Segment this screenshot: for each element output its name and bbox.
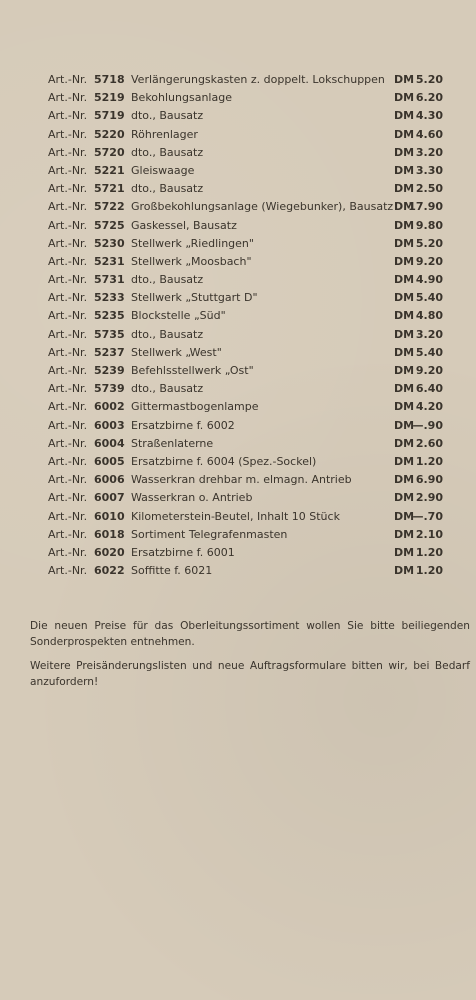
article-label: Art.-Nr.: [48, 254, 88, 268]
article-number: 5221: [94, 163, 125, 177]
currency-label: DM: [394, 436, 415, 450]
article-price: 2.10: [415, 527, 443, 541]
article-price: 17.90: [408, 200, 443, 214]
article-number: 5239: [94, 364, 125, 377]
price-row: [0, 417, 476, 435]
price-row: [0, 71, 476, 89]
article-price: 9.20: [415, 254, 443, 268]
article-label: Art.-Nr.: [48, 345, 88, 359]
article-label: Art.-Nr.: [48, 236, 88, 250]
currency-label: DM: [394, 182, 415, 196]
article-label: Art.-Nr.: [48, 473, 88, 487]
currency-label: DM: [394, 91, 415, 105]
article-label: Art.-Nr.: [48, 418, 88, 432]
article-description: dto., Bausatz: [131, 109, 204, 123]
article-description: Gittermastbogenlampe: [131, 400, 259, 414]
article-description: Ersatzbirne f. 6004 (Spez.-Sockel): [131, 454, 317, 468]
article-number: 5237: [94, 345, 125, 359]
currency-label: DM: [394, 218, 415, 232]
article-price: 2.90: [415, 491, 443, 505]
price-row: [0, 362, 476, 380]
article-label: Art.-Nr.: [48, 182, 88, 196]
article-description: Verlängerungskasten z. doppelt. Lokschuppen: [131, 73, 385, 86]
article-label: Art.-Nr.: [48, 145, 88, 159]
article-price: 4.30: [415, 109, 443, 123]
article-description: dto., Bausatz: [131, 145, 204, 159]
article-number: 6003: [94, 418, 125, 432]
article-price: 5.20: [415, 73, 443, 86]
article-description: Kilometerstein-Beutel, Inhalt 10 Stück: [131, 509, 340, 523]
article-number: 6006: [94, 473, 125, 487]
article-number: 5719: [94, 109, 125, 123]
article-description: dto., Bausatz: [131, 382, 204, 396]
article-price: 4.60: [415, 127, 443, 141]
article-description: Stellwerk „Moosbach": [131, 254, 252, 268]
article-number: 6022: [94, 564, 125, 578]
article-description: Bekohlungsanlage: [131, 91, 232, 105]
currency-label: DM: [394, 273, 415, 287]
currency-label: DM: [394, 400, 415, 414]
price-list: [0, 71, 476, 580]
currency-label: DM: [394, 145, 415, 159]
price-row: [0, 235, 476, 253]
article-label: Art.-Nr.: [48, 309, 88, 323]
article-price: —.70: [412, 509, 443, 523]
article-price: 6.20: [415, 91, 443, 105]
notes-paragraph: Weitere Preisänderungslisten und neue Auftragsformulare bitten wir, bei Bedarf anzufordern!: [30, 660, 470, 688]
article-number: 5718: [94, 73, 125, 86]
article-price: 5.40: [415, 291, 443, 305]
article-number: 5231: [94, 254, 125, 268]
price-row: [0, 271, 476, 289]
article-label: Art.-Nr.: [48, 73, 88, 86]
article-description: Ersatzbirne f. 6001: [131, 545, 235, 559]
article-price: 6.40: [415, 382, 443, 396]
price-row: [0, 344, 476, 362]
article-price: 1.20: [415, 564, 443, 578]
currency-label: DM: [394, 236, 415, 250]
article-number: 5722: [94, 200, 125, 214]
article-label: Art.-Nr.: [48, 291, 88, 305]
article-number: 5721: [94, 182, 125, 196]
price-row: [0, 198, 476, 216]
currency-label: DM: [394, 345, 415, 359]
price-row: [0, 526, 476, 544]
article-label: Art.-Nr.: [48, 91, 88, 105]
article-description: Gaskessel, Bausatz: [131, 218, 237, 232]
article-description: Großbekohlungsanlage (Wiegebunker), Bausatz: [131, 200, 394, 214]
article-price: 5.40: [415, 345, 443, 359]
price-row: [0, 508, 476, 526]
article-price: 3.20: [415, 327, 443, 341]
article-label: Art.-Nr.: [48, 509, 88, 523]
article-price: 6.90: [415, 473, 443, 487]
article-number: 5739: [94, 382, 125, 396]
currency-label: DM: [394, 109, 415, 123]
price-row: [0, 326, 476, 344]
article-number: 5731: [94, 273, 125, 287]
price-row: [0, 144, 476, 162]
currency-label: DM: [394, 309, 415, 323]
article-number: 5233: [94, 291, 125, 305]
price-row: [0, 107, 476, 125]
currency-label: DM: [394, 73, 415, 86]
article-label: Art.-Nr.: [48, 273, 88, 287]
price-row: [0, 180, 476, 198]
currency-label: DM: [394, 127, 415, 141]
article-description: Röhrenlager: [131, 127, 198, 141]
article-label: Art.-Nr.: [48, 163, 88, 177]
article-price: 2.60: [415, 436, 443, 450]
article-label: Art.-Nr.: [48, 364, 88, 377]
currency-label: DM: [394, 491, 415, 505]
article-label: Art.-Nr.: [48, 564, 88, 578]
article-number: 6002: [94, 400, 125, 414]
article-number: 5219: [94, 91, 125, 105]
price-row: [0, 162, 476, 180]
article-label: Art.-Nr.: [48, 454, 88, 468]
article-description: Stellwerk „Stuttgart D": [131, 291, 258, 305]
currency-label: DM: [394, 473, 415, 487]
article-number: 5220: [94, 127, 125, 141]
currency-label: DM: [394, 254, 415, 268]
price-row: [0, 307, 476, 325]
article-price: 3.30: [415, 163, 443, 177]
article-number: 6020: [94, 545, 125, 559]
article-label: Art.-Nr.: [48, 545, 88, 559]
currency-label: DM: [394, 200, 415, 214]
article-description: Stellwerk „Riedlingen": [131, 236, 254, 250]
article-number: 6004: [94, 436, 125, 450]
price-row: [0, 489, 476, 507]
currency-label: DM: [394, 364, 415, 377]
article-label: Art.-Nr.: [48, 382, 88, 396]
price-row: [0, 544, 476, 562]
currency-label: DM: [394, 382, 415, 396]
article-number: 6007: [94, 491, 125, 505]
article-price: 4.90: [415, 273, 443, 287]
article-label: Art.-Nr.: [48, 491, 88, 505]
article-price: 9.80: [415, 218, 443, 232]
article-label: Art.-Nr.: [48, 436, 88, 450]
article-number: 5725: [94, 218, 125, 232]
price-row: [0, 471, 476, 489]
article-number: 6018: [94, 527, 125, 541]
price-row: [0, 435, 476, 453]
article-description: Stellwerk „West": [131, 345, 222, 359]
article-label: Art.-Nr.: [48, 127, 88, 141]
notes-paragraph: Die neuen Preise für das Oberleitungssortiment wollen Sie bitte beiliegenden Sonderprospekten entnehmen.: [30, 620, 470, 648]
price-row: [0, 398, 476, 416]
article-description: Gleiswaage: [131, 163, 195, 177]
currency-label: DM: [394, 454, 415, 468]
article-description: Ersatzbirne f. 6002: [131, 418, 235, 432]
article-number: 6010: [94, 509, 125, 523]
article-price: 2.50: [415, 182, 443, 196]
currency-label: DM: [394, 509, 415, 523]
price-row: [0, 453, 476, 471]
article-price: 5.20: [415, 236, 443, 250]
article-price: 1.20: [415, 545, 443, 559]
article-number: 6005: [94, 454, 125, 468]
article-description: Sortiment Telegrafenmasten: [131, 527, 288, 541]
article-number: 5720: [94, 145, 125, 159]
article-label: Art.-Nr.: [48, 327, 88, 341]
currency-label: DM: [394, 327, 415, 341]
article-price: 3.20: [415, 145, 443, 159]
article-label: Art.-Nr.: [48, 400, 88, 414]
article-number: 5235: [94, 309, 125, 323]
article-description: Blockstelle „Süd": [131, 309, 226, 323]
currency-label: DM: [394, 564, 415, 578]
price-row: [0, 289, 476, 307]
article-description: dto., Bausatz: [131, 182, 204, 196]
article-label: Art.-Nr.: [48, 200, 88, 214]
currency-label: DM: [394, 418, 415, 432]
price-row: [0, 562, 476, 580]
article-label: Art.-Nr.: [48, 218, 88, 232]
article-label: Art.-Nr.: [48, 527, 88, 541]
article-description: Straßenlaterne: [131, 436, 214, 450]
price-row: [0, 217, 476, 235]
article-number: 5735: [94, 327, 125, 341]
currency-label: DM: [394, 527, 415, 541]
article-description: Befehlsstellwerk „Ost": [131, 364, 254, 377]
article-price: 1.20: [415, 454, 443, 468]
article-price: —.90: [412, 418, 443, 432]
article-price: 9.20: [415, 364, 443, 377]
currency-label: DM: [394, 291, 415, 305]
article-price: 4.20: [415, 400, 443, 414]
price-row: [0, 126, 476, 144]
price-row: [0, 253, 476, 271]
article-description: Wasserkran drehbar m. elmagn. Antrieb: [131, 473, 352, 487]
currency-label: DM: [394, 545, 415, 559]
article-price: 4.80: [415, 309, 443, 323]
article-label: Art.-Nr.: [48, 109, 88, 123]
article-description: dto., Bausatz: [131, 327, 204, 341]
article-description: Wasserkran o. Antrieb: [131, 491, 253, 505]
currency-label: DM: [394, 163, 415, 177]
price-row: [0, 89, 476, 107]
notes-section: [30, 619, 470, 699]
article-description: dto., Bausatz: [131, 273, 204, 287]
article-description: Soffitte f. 6021: [131, 564, 213, 578]
price-row: [0, 380, 476, 398]
article-number: 5230: [94, 236, 125, 250]
